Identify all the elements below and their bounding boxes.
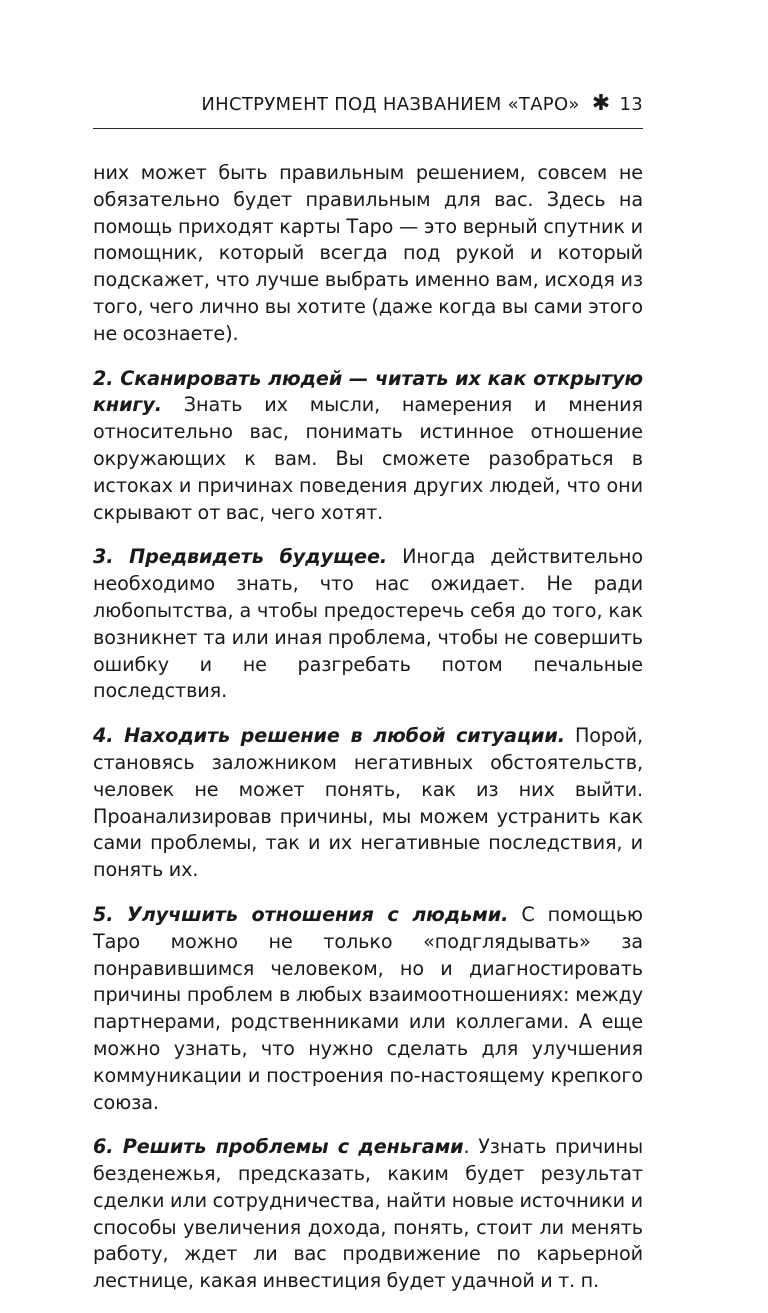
paragraph-1 [93, 160, 643, 348]
running-title: ИНСТРУМЕНТ ПОД НАЗВАНИЕМ «ТАРО» [201, 93, 580, 115]
paragraph-lead: 3. Предвидеть будущее. [93, 545, 388, 569]
paragraph-5 [93, 902, 643, 1116]
paragraph-lead: 2. Сканировать людей — читать их как открытую книгу. [93, 366, 643, 417]
paragraph-text: Порой, становясь заложником негативных обстоятельств, человек не может понять, как из них выйти. Проанализировав причины, мы можем устранить как сами проблемы, так и их негативные последствия, и понять их. [93, 724, 643, 882]
running-header [93, 93, 643, 115]
paragraph-lead: 5. Улучшить отношения с людьми. [93, 902, 509, 926]
asterisk-icon: ✱ [591, 91, 611, 116]
paragraph-6 [93, 1134, 643, 1295]
paragraph-text: Иногда действительно необходимо знать, что нас ожидает. Не ради любопытства, а чтобы предостеречь себя до того, как возникнет та или иная проблема, чтобы не совершить ошибку и не разгребать потом печальные последствия. [93, 545, 643, 703]
paragraph-text: . Узнать причины безденежья, предсказать, каким будет результат сделки или сотрудничества, найти новые источники и способы увеличения дохода, понять, стоит ли менять работу, ждет ли вас продвижение по карьерной лестнице, какая инвестиция будет удачной и т. п. [93, 1135, 643, 1293]
paragraph-lead: 6. Решить проблемы с деньгами [93, 1135, 464, 1159]
paragraph-2 [93, 366, 643, 527]
paragraph-text: Знать их мысли, намерения и мнения относительно вас, понимать истинное отношение окружающих к вам. Вы сможете разобраться в истоках и причинах поведения других людей, что они скрывают от вас, чего хотят. [93, 393, 643, 524]
paragraph-lead: 4. Находить решение в любой ситуации. [93, 724, 565, 748]
header-rule [93, 128, 643, 129]
paragraph-text: С помощью Таро можно не только «подглядывать» за понравившимся человеком, но и диагностировать причины проблем в любых взаимоотношениях: между партнерами, родственниками или коллегами. А еще можно узнать, что нужно сделать для улучшения коммуникации и построения по-настоящему крепкого союза. [93, 902, 643, 1114]
page-number: 13 [619, 93, 643, 115]
paragraph-3 [93, 544, 643, 705]
paragraph-text: них может быть правильным решением, совсем не обязательно будет правильным для вас. Здесь на помощь приходят карты Таро — это верный спутник и помощник, который всегда под рукой и который подскажет, что лучше выбрать именно вам, исходя из того, чего лично вы хотите (даже когда вы сами этого не осознаете). [93, 161, 643, 345]
paragraph-4 [93, 723, 643, 884]
body-text [93, 160, 643, 1313]
